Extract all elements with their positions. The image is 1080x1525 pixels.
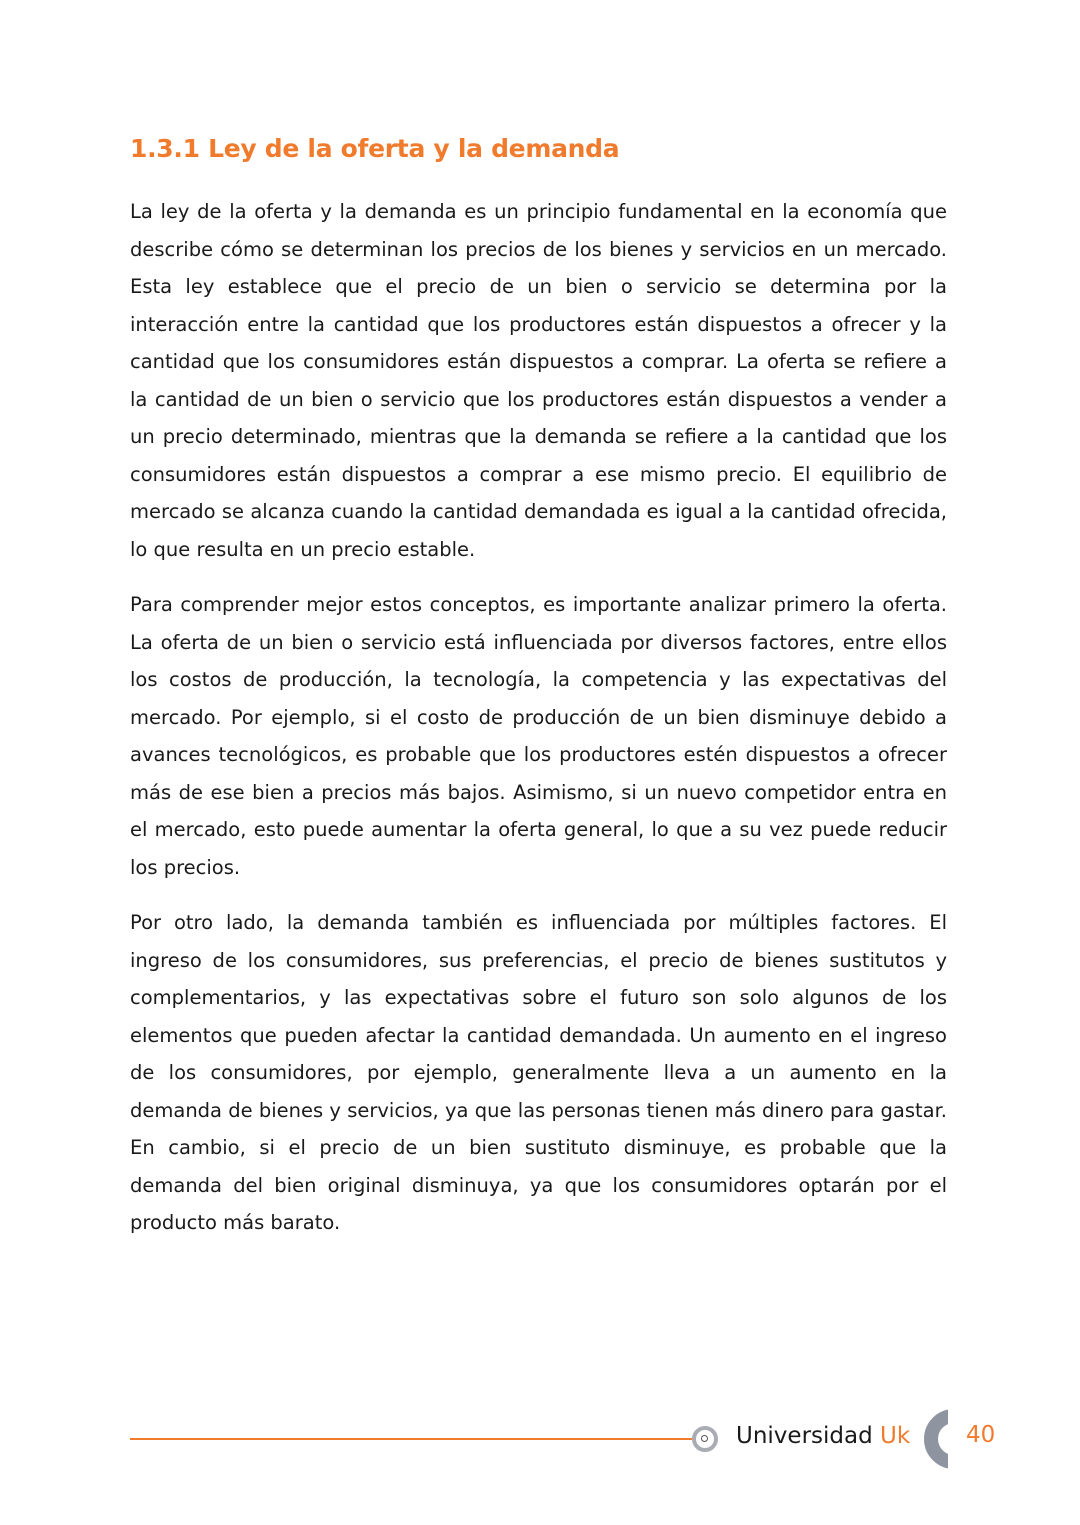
brand-accent: Uk	[880, 1423, 911, 1449]
brand-name: Universidad	[736, 1423, 873, 1449]
body-text	[130, 193, 947, 1260]
paragraph: Por otro lado, la demanda también es influenciada por múltiples factores. El ingreso de los consumidores, sus preferencias, el precio de bienes sustitutos y complementarios, y las expectativas sobre el futuro son solo algunos de los elementos que pueden afectar la cantidad demandada. Un aumento en el ingreso de los consumidores, por ejemplo, generalmente lleva a un aumento en la demanda de bienes y servicios, ya que las personas tienen más dinero para gastar. En cambio, si el precio de un bien sustituto disminuye, es probable que la demanda del bien original disminuya, ya que los consumidores optarán por el producto más barato.	[130, 911, 947, 1234]
footer-divider	[130, 1438, 692, 1440]
paragraph: Para comprender mejor estos conceptos, es importante analizar primero la oferta. La oferta de un bien o servicio está influenciada por diversos factores, entre ellos los costos de producción, la tecnología, la competencia y las expectativas del mercado. Por ejemplo, si el costo de producción de un bien disminuye debido a avances tecnológicos, es probable que los productores estén dispuestos a ofrecer más de ese bien a precios más bajos. Asimismo, si un nuevo competidor entra en el mercado, esto puede aumentar la oferta general, lo que a su vez puede reducir los precios.	[130, 593, 947, 879]
brand-logo	[736, 1423, 910, 1449]
paragraph: La ley de la oferta y la demanda es un principio fundamental en la economía que describe cómo se determinan los precios de los bienes y servicios en un mercado. Esta ley establece que el precio de un bien o servicio se determina por la interacción entre la cantidad que los productores están dispuestos a ofrecer y la cantidad que los consumidores están dispuestos a comprar. La oferta se refiere a la cantidad de un bien o servicio que los productores están dispuestos a vender a un precio determinado, mientras que la demanda se refiere a la cantidad que los consumidores están dispuestos a comprar a ese mismo precio. El equilibrio de mercado se alcanza cuando la cantidad demandada es igual a la cantidad ofrecida, lo que resulta en un precio estable.	[130, 200, 947, 561]
section-title: 1.3.1 Ley de la oferta y la demanda	[130, 134, 620, 163]
circle-bullet-icon	[692, 1426, 718, 1452]
page-number: 40	[966, 1422, 996, 1448]
